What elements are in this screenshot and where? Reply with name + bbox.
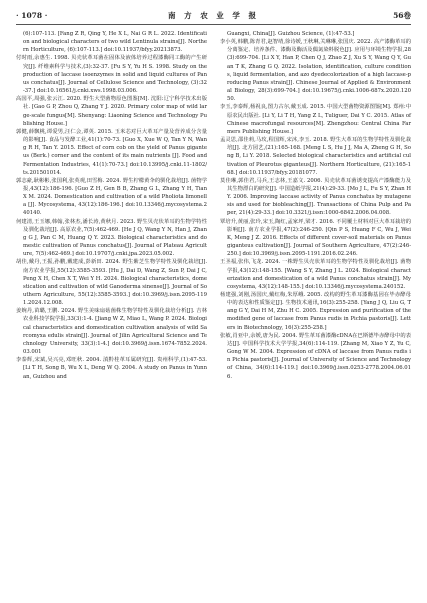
- reference-entry: 李玉,李泰辉,杨祝良,图力古尔,戴玉成. 2015. 中国大型菌物资源图鉴[M]. 郑州:中原农民出版社. [Li Y, Li T H, Yang Z L, Tuliguer, Dai Y C. 2015. Atlas of Chinese macrofungal resources[M]. Zhengzhou: Central China Farmers Publishing House.]: [220, 104, 411, 135]
- journal-title: 南 方 农 业 学 报: [167, 11, 260, 20]
- reference-entry: 李泰辉,宋斌,吴兴亮,邓旺秋. 2004. 滇黔桂革耳属研究[J]. 贵州科学,(1):47-53. [Li T H, Song B, Wu X L, Deng W Q. 2004. A study on Panus in Yunnan, Guizhou and: [16, 357, 207, 380]
- reference-entry: 付时雨,余惠生. 1998. 贝壳状革耳菌在固体及液体培养过程漆酶同工酶的产生研究[J]. 纤维素科学与技术,(3):32-37. [Fu S Y, Yu H S. 1998. Study on the production of laccase isoenzymes in solid and liquid cultures of Panus conchatus[J]. Journal of Cellulose Science and Technology, (3):32-37.] doi:10.16561/j.cnki.xws.1998.03.006.: [16, 55, 207, 95]
- reference-entry: 张敏,肖亚中,余媛,唐为民. 2004. 野生革耳菌漆酶cDNA在巴斯德毕赤酵母中的表达[J]. 中国科学技术大学学报,34(6):114-119. [Zhang M, Xiao Y Z, Yu C, Gong W M. 2004. Expression of cDNA of laccase from Panus rudis in Pichia pastoris[J]. Journal of University of Science and Technology of China, 34(6):114-119.] doi:10.3969/j.issn.0253-2778.2004.06.016.: [220, 332, 411, 380]
- reference-entry: 覃培升,黄丽,张玲,宋玉,陶红,孟家坪,梁才. 2016. 不同覆土材料对巨大革耳栽培的影响[J]. 南方农业学报,47(2):246-250. [Qin P S, Huang F C, Wu J, Wei K, Meng J Z. 2016. Effects of different cover-soil materials on Panus giganteus cultivation[J]. Journal of Southern Agriculture, 47(2):246-250.] doi:10.3969/j.issn.2095-1191.2016.02.246.: [220, 218, 411, 258]
- reference-entry: 姜婉丹,苗璐,王鹏. 2024. 野生美味扇菇菌株生物学特性及驯化栽培分析[J]. 吉林农业科技学院学报,33(3):1-4. [Jiang W Z, Miao L, Wang P. 2024. Biological characteristics and domestication cultivation analysis of wild Sarcomyxa edulis strain[J]. Journal of Jilin Agricultural Science and Technology University, 33(3):1-4.] doi:10.3969/j.issn.1674-7852.2024.03.001: [16, 308, 207, 356]
- reference-entry: 郭志豪,耿彬彬,张国利,张英观,田雪梅. 2024. 野生柠檬黄伞的驯化栽培[J]. 菌物学报,43(12):186-196. [Guo Z H, Gen B B, Zhang G L, Zhang Y H, Tian X M. 2024. Domestication and cultivation of a wild Pholiota limonella [J]. Mycosystema, 43(12):186-196.] doi:10.13346/j.mycosystema.240140.: [16, 177, 207, 217]
- reference-entry: 孟灵思,邵佳莉,马玫,程国辉,宋沐,李玉. 2018. 野生大革耳的生物学特性及驯化栽培[J]. 北方园艺,(21):165-168. [Meng L S, Hu J J, Ma A, Zheng G H, Song B, Li Y. 2018. Selected biological characteristics and artificial cultivation of Pleurotus giganteus[J]. Northern Horticulture, (21):165-168.] doi:10.11937/bfyy.20181077.: [220, 137, 411, 176]
- reference-entry: 莫佳琳,郭佳君,马兵,王志林,王嘉文. 2006. 贝壳状革耳菌诱变提高产漆酶能力及其生物漂白的研究[J]. 中国造纸学报,21(4):29-33. [Mo J L, Fu S Y, Zhan H Y. 2006. Improving laccase activity of Panus conchatus by mutagenesis and used for biobleaching[J]. Transactions of China Pulp and Paper, 21(4):29-33.] doi:10.3321/j.issn:1000-6842.2006.04.008.: [220, 177, 411, 217]
- reference-entry: 杨建强,刘刚,汤国庆,戴红梅,朱厚峨. 2005. 改构的野生革耳漆酶基因在毕赤酵母中的表达和性质鉴定[J]. 生物技术通讯,16(3):255-258. [Yang J Q, Liu G, Tang G Y, Dai H M, Zhu H C. 2005. Expression and purification of the modified gene of laccase from Panus rudis in Pichia pastoris[J]. Letters in Biotechnology, 16(3):255-258.]: [220, 292, 411, 331]
- reference-entry: 何建清,王玉娜,韩翰,张林杰,潘长涛,黄秋月. 2023. 野生贝壳状革耳的生物学特性及驯化栽培[J]. 高原农业,7(5):462-469. [He J Q, Wang Y N, Han J, Zhang G J, Pan C M, Huang Q Y. 2023. Biological characteristics and domestic cultivation of Panus conchatus[J]. Journal of Plateau Agriculture, 7(5):462-469.] doi:10.19707/j.cnki.jpa.2023.05.002.: [16, 218, 207, 258]
- reference-entry: 王圣福,张伟,飞龙. 2024. 一株野生贝壳状革耳的生物学特性及驯化栽培[J]. 菌物学报,43(12):148-155. [Wang S Y, Zhang J L. 2024. Biological characterization and domestication of a wild Panus conchatus strain[J]. Mycosystema, 43(12):148-155.] doi:10.13346/j.mycosystema.240152.: [220, 259, 411, 290]
- running-header: [16, 10, 411, 25]
- reference-entry: 高国平,周强,张云江. 2020. 野生大型菌物原色图鉴[M]. 沈阳:辽宁科学技术出版社. [Gao G P, Zhou Q, Zhang Y J. 2020. Primary color map of wild large-scale fungus[M]. Shenyang: Liaoning Science and Technology Publishing House.]: [16, 96, 207, 127]
- reference-entry: 郭健,薛飘桃,谭爱男,汪仁会,谭英. 2015. 玉米芯对巨大革耳产量及营养成分含量的影响[J]. 食品与发酵工业,41(1):70-73. [Guo X, Xue W Q, Tan Y N, Wang R H, Tan Y. 2015. Effect of corn cob on the yield of Panus giganteus (Berk.) corner and the content of its main nutrients [J]. Food and Fermentation Industries, 41(1):70-73.] doi:10.13995/j.cnki.11-1802/ts.201501014.: [16, 128, 207, 176]
- reference-entry: 李小英,韩鹏,陈青君,赵智靖,徐诗媛,王秋琳,关琳琳,张国庆. 2022. 高产漆酶革耳的分离鉴定、培养条件、漆酶及酶活及偶氮染料脱色[J]. 应用与环境生物学报,28(3):699-704. [Li X Y, Han P, Chen Q J, Zhao Z J, Xu S Y, Wang Q Y, Guan T K, Zhang G Q. 2022. Isolation, identification, culture conditions, liquid fermentation, and azo dyedecolorization of a high laccase-producing Panus strain[J]. Chinese Journal of Applied & Environmental Biology, 28(3):699-704.] doi:10.19675/j.cnki.1006-687x.2020.12050.: [220, 39, 411, 103]
- reference-entry: 胡佳,戴丹,王振,孙鹏,戴建成,彭新田. 2024. 野生紫芝生物学特性及驯化栽培[J]. 南方农业学报,55(12):3585-3593. [Hu J, Dai D, Wang Z, Sun P, Dai J C, Peng X H, Chen X T, Wei Y H. 2024. Biological characteristics, domestication and cultivation of wild Ganoderma sinense[J]. Journal of Southern Agriculture, 55(12):3585-3593.] doi:10.3969/j.issn.2095-1191.2024.12.008.: [16, 259, 208, 307]
- reference-column-left: [16, 30, 207, 381]
- volume-label: 56卷: [393, 11, 411, 20]
- reference-continuation: (6):107-113. [Fang Z R, Qing Y, He X L, Nai G R L. 2022. Identification and biological characters of two wild Lentinula strains[J]. Northern Horticulture, (6):107-113.] doi:10.11937/bfyy.20213873.: [23, 31, 207, 54]
- reference-continuation: Guangxi, China[J]. Guizhou Science, (1):47-53.]: [227, 31, 355, 37]
- page-number: · 1078 ·: [16, 11, 48, 20]
- reference-column-right: [220, 30, 411, 381]
